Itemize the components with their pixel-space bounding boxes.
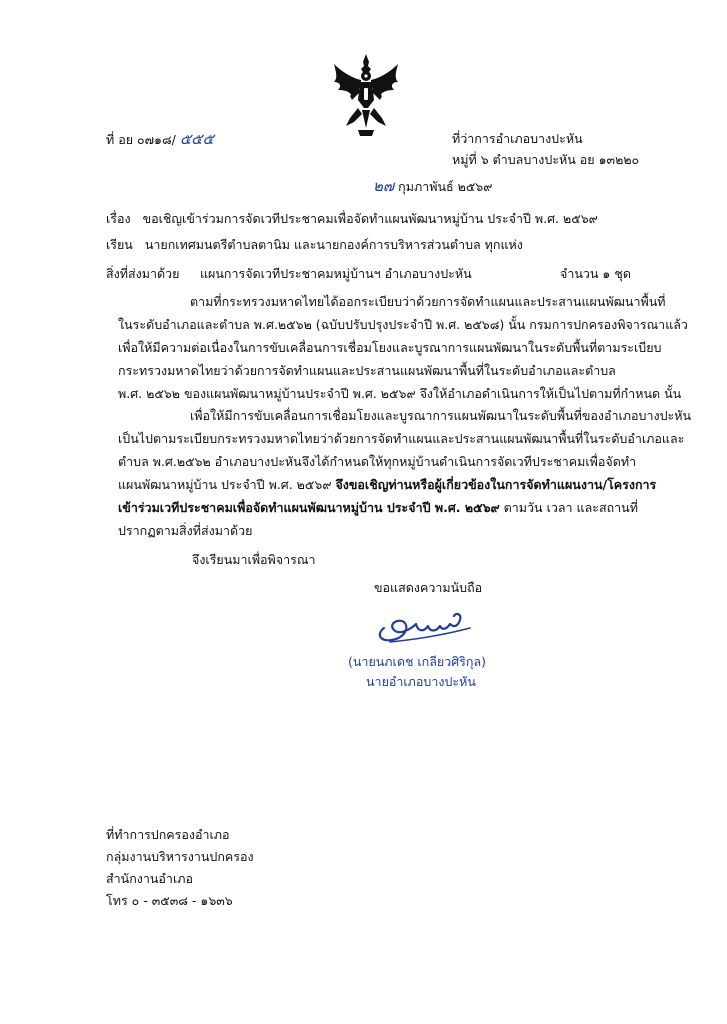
recipient-text: นายกเทศมนตรีตำบลตานิม และนายกองค์การบริหารส่วนตำบล ทุกแห่ง [144, 237, 523, 252]
recipient-line [106, 237, 523, 253]
enclosure-label: สิ่งที่ส่งมาด้วย [106, 266, 180, 281]
paragraph-text: ตามวัน เวลา และสถานที่ [499, 500, 638, 515]
handwritten-signature-icon [370, 598, 490, 648]
closing-salutation: ขอแสดงความนับถือ [374, 580, 483, 595]
paragraph-line: ตามที่กระทรวงมหาดไทยได้ออกระเบียบว่าด้วยการจัดทำแผนและประสานแผนพัฒนาพื้นที่ [190, 294, 666, 309]
footer-division: กลุ่มงานบริหารงานปกครอง [106, 849, 254, 864]
recipient-label: เรียน [106, 237, 133, 252]
paragraph-text: แผนพัฒนาหมู่บ้าน ประจำปี พ.ศ. ๒๕๖๙ [118, 477, 336, 492]
footer-department: ที่ทำการปกครองอำเภอ [106, 827, 230, 842]
signer-title: นายอำเภอบางปะหัน [366, 674, 476, 689]
enclosure-text: แผนการจัดเวทีประชาคมหมู่บ้านฯ อำเภอบางปะหัน [200, 266, 472, 281]
office-address-line1: ที่ว่าการอำเภอบางปะหัน [452, 131, 583, 146]
paragraph-line: เพื่อให้มีความต่อเนื่องในการขับเคลื่อนการเชื่อมโยงและบูรณาการแผนพัฒนาในระดับพื้นที่ตามระเบียบ [118, 340, 662, 355]
reference-number: ๕๕๕ [179, 130, 214, 148]
document-date [373, 178, 492, 195]
signer-name: (นายนภเดช เกลียวศิริกุล) [348, 654, 486, 669]
paragraph-emphasis: จึงขอเชิญท่านหรือผู้เกี่ยวข้องในการจัดทำแผนงาน/โครงการ [335, 477, 657, 492]
paragraph-line: พ.ศ. ๒๕๖๒ ของแผนพัฒนาหมู่บ้านประจำปี พ.ศ. ๒๕๖๙ จึงให้อำเภอดำเนินการให้เป็นไปตามที่กำหนด นั้น [118, 386, 682, 401]
office-address-line2: หมู่ที่ ๖ ตำบลบางปะหัน อย ๑๓๒๒๐ [452, 152, 640, 167]
body-paragraph-2 [118, 404, 692, 542]
subject-label: เรื่อง [106, 211, 131, 226]
paragraph-line: กระทรวงมหาดไทยว่าด้วยการจัดทำแผนและประสานแผนพัฒนาพื้นที่ในระดับอำเภอและตำบล [118, 363, 616, 378]
document-reference [106, 131, 214, 148]
footer-office: สำนักงานอำเภอ [106, 871, 193, 886]
closing-request: จึงเรียนมาเพื่อพิจารณา [192, 552, 316, 567]
paragraph-line: ในระดับอำเภอและตำบล พ.ศ.๒๕๖๒ (ฉบับปรับปรุงประจำปี พ.ศ. ๒๕๖๘) นั้น กรมการปกครองพิจารณาแล้ว [118, 317, 688, 332]
enclosure-quantity: จำนวน ๑ ชุด [560, 266, 631, 281]
footer-phone: โทร ๐ - ๓๕๓๘ - ๑๖๓๖ [106, 893, 233, 908]
date-month-year: กุมภาพันธ์ ๒๕๖๙ [398, 179, 493, 194]
garuda-emblem-icon [328, 52, 404, 138]
paragraph-line [118, 473, 678, 496]
reference-prefix: ที่ อย ๐๗๑๘/ [106, 132, 176, 147]
paragraph-line: เพื่อให้มีการขับเคลื่อนการเชื่อมโยงและบูรณาการแผนพัฒนาในระดับพื้นที่ของอำเภอบางปะหัน [190, 408, 692, 423]
paragraph-line: ตำบล พ.ศ.๒๕๖๒ อำเภอบางปะหันจึงได้กำหนดให้ทุกหมู่บ้านดำเนินการจัดเวทีประชาคมเพื่อจัดทำ [118, 454, 637, 469]
date-day: ๒๗ [373, 177, 395, 195]
paragraph-line: ปรากฏตามสิ่งที่ส่งมาด้วย [118, 523, 253, 538]
paragraph-line [118, 496, 678, 519]
paragraph-emphasis: เข้าร่วมเวทีประชาคมเพื่อจัดทำแผนพัฒนาหมู่บ้าน ประจำปี พ.ศ. ๒๕๖๙ [118, 500, 500, 515]
body-paragraph-1 [118, 290, 688, 405]
subject-text: ขอเชิญเข้าร่วมการจัดเวทีประชาคมเพื่อจัดทำแผนพัฒนาหมู่บ้าน ประจำปี พ.ศ. ๒๕๖๙ [142, 211, 598, 226]
subject-line [106, 211, 598, 227]
paragraph-line: เป็นไปตามระเบียบกระทรวงมหาดไทยว่าด้วยการจัดทำแผนและประสานแผนพัฒนาพื้นที่ในระดับอำเภอและ [118, 431, 685, 446]
